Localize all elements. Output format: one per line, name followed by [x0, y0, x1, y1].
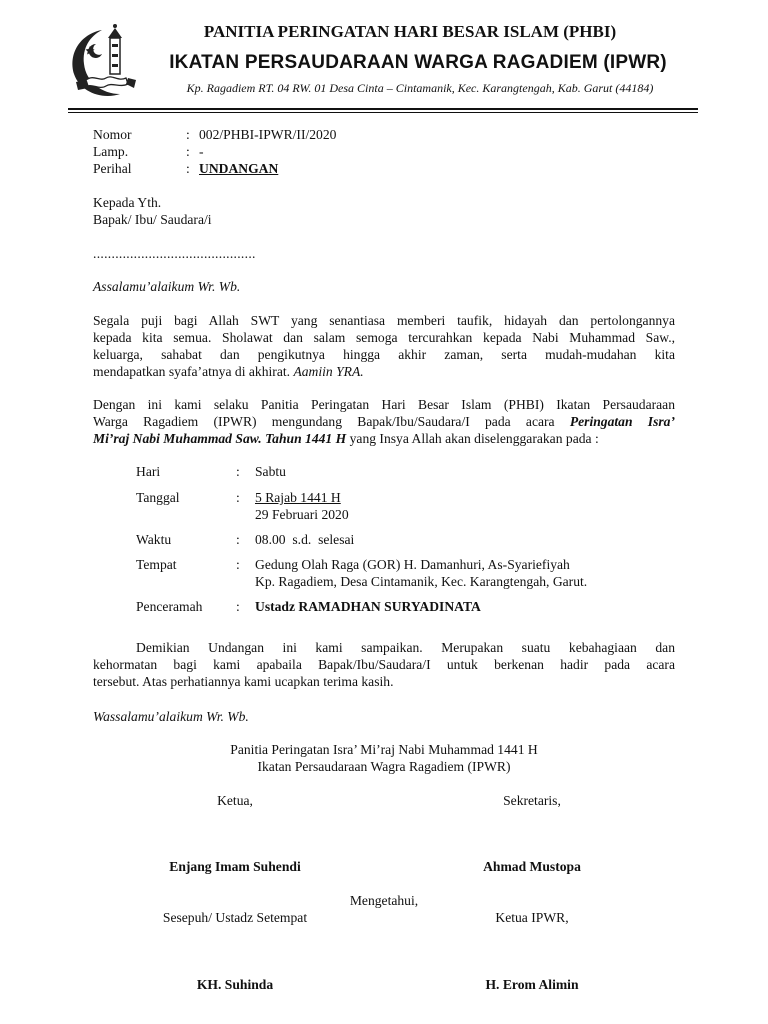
paragraph-line: kepada kita semua. Sholawat dan salam semoga tercurahkan kepada Nabi Muhammad Saw., — [93, 330, 675, 345]
tempat-value-line-2: Kp. Ragadiem, Desa Cintamanik, Kec. Karangtengah, Garut. — [255, 574, 588, 589]
event-name-part-2: Mi’raj Nabi Muhammad Saw. Tahun 1441 H — [93, 431, 347, 446]
tanggal-hijri-value: 5 Rajab 1441 H — [255, 490, 341, 505]
perihal-value: UNDANGAN — [199, 161, 279, 176]
hari-label: Hari — [136, 464, 161, 479]
paragraph-text: Warga Ragadiem (IPWR) mengundang Bapak/Ibu/Saudara/I pada acara — [93, 414, 555, 429]
ketua-ipwr-name: H. Erom Alimin — [485, 977, 579, 992]
paragraph-invitation — [93, 396, 675, 447]
paragraph-line — [93, 363, 675, 380]
penceramah-colon: : — [236, 599, 240, 614]
hari-colon: : — [236, 464, 240, 479]
tempat-value-line-1: Gedung Olah Raga (GOR) H. Damanhuri, As-Syariefiyah — [255, 557, 570, 572]
tempat-colon: : — [236, 557, 240, 572]
penceramah-label: Penceramah — [136, 599, 203, 614]
waktu-value: 08.00 s.d. selesai — [255, 532, 355, 547]
ketua-name: Enjang Imam Suhendi — [169, 859, 301, 874]
letterhead-rule-thin — [68, 112, 698, 113]
lamp-value: - — [199, 144, 204, 159]
letterhead-rule-thick — [68, 108, 698, 110]
paragraph-text: mendapatkan syafa’atnya di akhirat. — [93, 364, 291, 379]
perihal-label: Perihal — [93, 161, 132, 176]
letterhead-title: PANITIA PERINGATAN HARI BESAR ISLAM (PHBI) — [203, 22, 617, 41]
paragraph-line: kehormatan bagi kami apabaila Bapak/Ibu/Saudara/I untuk berkenan hadir pada acara — [93, 657, 675, 672]
paragraph-text: yang Insya Allah akan diselenggarakan pada : — [349, 431, 599, 446]
paragraph-line: tersebut. Atas perhatiannya kami ucapkan terima kasih. — [93, 674, 394, 689]
recipient-dots: ............................................ — [93, 246, 256, 261]
event-name-part-1: Peringatan Isra’ — [569, 414, 675, 429]
committee-line-2: Ikatan Persaudaraan Wagra Ragadiem (IPWR) — [257, 759, 511, 774]
waktu-label: Waktu — [136, 532, 172, 547]
paragraph-line — [93, 430, 675, 447]
ketua-label: Ketua, — [217, 793, 253, 808]
paragraph-line — [93, 413, 675, 430]
sesepuh-name: KH. Suhinda — [196, 977, 274, 992]
tanggal-label: Tanggal — [136, 490, 180, 505]
closing-salam: Wassalamu’alaikum Wr. Wb. — [93, 709, 249, 724]
paragraph-line: Segala puji bagi Allah SWT yang senantiasa memberi taufik, hidayah dan pertolongannya — [93, 313, 675, 328]
tanggal-colon: : — [236, 490, 240, 505]
lamp-colon: : — [186, 144, 190, 159]
recipient-line-1: Kepada Yth. — [93, 195, 162, 210]
hari-value: Sabtu — [255, 464, 286, 479]
waktu-colon: : — [236, 532, 240, 547]
paragraph-closing — [93, 639, 675, 690]
paragraph-line: keluarga, sahabat dan pengikutnya hingga akhir zaman, serta mudah-mudahan kita — [93, 347, 675, 362]
letterhead-address: Kp. Ragadiem RT. 04 RW. 01 Desa Cinta – Cintamanik, Kec. Karangtengah, Kab. Garut (44184) — [186, 81, 654, 95]
nomor-label: Nomor — [93, 127, 132, 142]
letterhead-organization: IKATAN PERSAUDARAAN WARGA RAGADIEM (IPWR) — [169, 52, 667, 73]
tanggal-gregorian-value: 29 Februari 2020 — [255, 507, 349, 522]
nomor-value: 002/PHBI-IPWR/II/2020 — [199, 127, 337, 142]
penceramah-value: Ustadz RAMADHAN SURYADINATA — [255, 599, 481, 614]
paragraph-line: Demikian Undangan ini kami sampaikan. Merupakan suatu kebahagiaan dan — [136, 640, 675, 655]
committee-line-1: Panitia Peringatan Isra’ Mi’raj Nabi Muhammad 1441 H — [230, 742, 538, 757]
greeting: Assalamu’alaikum Wr. Wb. — [93, 279, 241, 294]
aamiin-text: Aamiin YRA. — [293, 364, 364, 379]
lamp-label: Lamp. — [93, 144, 129, 159]
nomor-colon: : — [186, 127, 190, 142]
sekretaris-label: Sekretaris, — [503, 793, 561, 808]
paragraph-opening — [93, 312, 675, 380]
paragraph-line: Dengan ini kami selaku Panitia Peringatan Hari Besar Islam (PHBI) Ikatan Persaudaraan — [93, 397, 675, 412]
tempat-label: Tempat — [136, 557, 177, 572]
recipient-line-2: Bapak/ Ibu/ Saudara/i — [93, 212, 212, 227]
sekretaris-name: Ahmad Mustopa — [483, 859, 581, 874]
mengetahui-label: Mengetahui, — [349, 893, 419, 908]
organization-logo — [66, 22, 140, 102]
ketua-ipwr-label: Ketua IPWR, — [495, 910, 569, 925]
sesepuh-label: Sesepuh/ Ustadz Setempat — [162, 910, 308, 925]
perihal-colon: : — [186, 161, 190, 176]
